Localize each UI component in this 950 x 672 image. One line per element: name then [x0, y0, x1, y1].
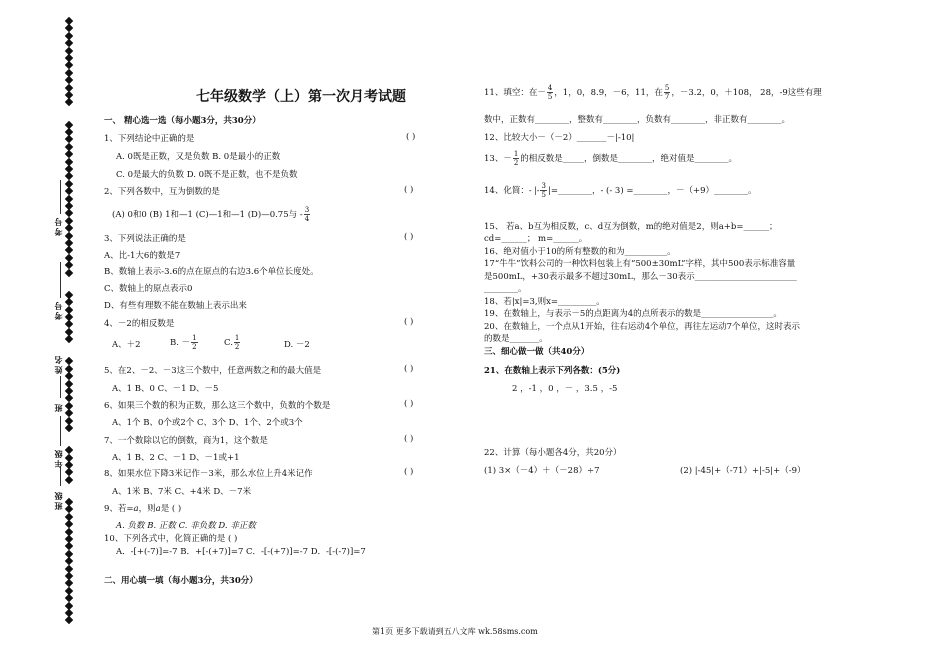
denominator: 2 [513, 159, 519, 167]
denominator: 2 [192, 343, 197, 351]
binding-label-banji: 班级 [53, 490, 63, 510]
binding-rail [64, 18, 78, 630]
binding-line [60, 180, 61, 214]
question-15-line2: cd=______； m=______。 [484, 234, 588, 244]
question-18: 18、若|x|=3,则x=_________。 [484, 297, 605, 307]
rail-diamond [65, 98, 73, 106]
fraction [547, 84, 553, 101]
question-10: 10、下列各式中，化简正确的是 ( ) [104, 534, 238, 544]
question-7: 7、一个数除以它的倒数，商为1，这个数是 [104, 436, 268, 446]
question-14 [484, 182, 757, 199]
section-heading-3: 三、细心做一做（共40分） [484, 347, 590, 357]
denominator: 2 [234, 343, 240, 351]
rail-diamond [65, 616, 73, 624]
question-1: 1、下列结论中正确的是 [104, 134, 195, 144]
numerator: 4 [547, 84, 553, 92]
q4-option-b [170, 334, 199, 351]
q7-options: A、1 B、2 C、－1 D、－1或+1 [112, 453, 240, 463]
q9-options: A. 负数 B. 正数 C. 非负数 D. 非正数 [116, 521, 256, 531]
fraction [664, 84, 670, 101]
question-17-line2: 是500mL，+30表示最多不超过30mL，那么－30表示________________________ [484, 272, 797, 282]
q4-option-c [224, 334, 241, 351]
fraction [234, 334, 240, 351]
section-heading-1: 一、 精心选一选（每小题3分，共30分） [104, 116, 261, 126]
rail-diamond [65, 268, 73, 276]
question-20-line1: 20、在数轴上，一个点从1开始，往右运动4个单位，再往左运动7个单位，这时表示 [484, 322, 801, 332]
answer-paren: ( ) [404, 317, 414, 327]
answer-paren: ( ) [404, 364, 414, 374]
q9-text: ，则 [138, 504, 156, 514]
q14-text: 14、化简： [484, 186, 529, 196]
answer-paren: ( ) [404, 399, 414, 409]
question-15-line1: 15、 若a、b互为相反数，c、d互为倒数，m的绝对值是2，则a+b=______； [484, 222, 778, 232]
binding-line [60, 262, 61, 298]
q13-text: 13、－ [484, 154, 512, 164]
answer-paren: ( ) [406, 132, 416, 142]
question-8: 8、如果水位下降3米记作－3米，那么水位上升4米记作 [104, 469, 313, 479]
q4-option-d: D. －2 [284, 340, 310, 350]
q14-text: - (- 3) =________，－（+9）________。 [600, 186, 757, 196]
q11-text: ，1，0，8.9，－6，11，在 [554, 88, 663, 98]
question-17-line1: 17“牛牛”饮料公司的一种饮料包装上有“500±30mL”字样，其中500表示标准容量 [484, 259, 796, 269]
q9-text: 是 ( ) [160, 504, 182, 514]
question-5: 5、在2、－2、－3这三个数中，任意两数之和的最大值是 [104, 366, 322, 376]
q5-options: A、1 B、0 C、－1 D、－5 [112, 384, 219, 394]
rail-diamond [65, 335, 73, 343]
question-16: 16、绝对值小于10的所有整数的和为__________。 [484, 247, 676, 257]
answer-paren: ( ) [404, 434, 414, 444]
q9-var: a [133, 504, 139, 514]
binding-line [60, 466, 61, 486]
numerator: 5 [664, 84, 670, 92]
denominator: 7 [664, 93, 670, 101]
q13-text: 的相反数是_____，倒数是________，绝对值是________。 [520, 154, 738, 164]
answer-paren: ( ) [404, 467, 414, 477]
numerator: 1 [192, 334, 197, 342]
fraction [304, 206, 310, 223]
question-12: 12、比较大小－（－2）_______－|-10| [484, 133, 635, 143]
numerator: 1 [513, 150, 519, 158]
binding-label-ban: 班 [53, 402, 63, 412]
q6-options: A、1个 B、0个或2个 C、3个 D、1个、2个或3个 [112, 418, 303, 428]
binding-label-kaohao: 考号 [53, 216, 63, 236]
answer-paren: ( ) [404, 185, 414, 195]
q3-option-c: C、数轴上的原点表示0 [104, 284, 193, 294]
numerator: 3 [304, 206, 310, 214]
numerator: 1 [234, 334, 240, 342]
question-19: 19、在数轴上，与表示－5的点距离为4的点所表示的数是_________________。 [484, 309, 782, 319]
question-11 [484, 84, 822, 101]
answer-paren: ( ) [404, 232, 414, 242]
rail-diamond [65, 424, 73, 432]
q11-line2: 数中，正数有________，整数有________，负数有________，非正数有________。 [484, 115, 791, 125]
page-title: 七年级数学（上）第一次月考试题 [196, 89, 406, 105]
binding-line [60, 376, 61, 398]
denominator: 4 [304, 215, 310, 223]
fraction [513, 150, 519, 167]
question-6: 6、如果三个数的积为正数，那么这三个数中，负数的个数是 [104, 401, 331, 411]
question-20-line2: 的数是_______。 [484, 334, 548, 344]
question-22: 22、计算（每小题各4分，共20分） [484, 448, 622, 458]
q1-options-ab: A. 0既是正数，又是负数 B. 0是最小的正数 [116, 152, 281, 162]
q3-option-b: B、数轴上表示-3.6的点在原点的右边3.6个单位长度处。 [104, 267, 319, 277]
q21-numbers: 2 ，-1 ，0 ，－ ，3.5 ，-5 [512, 384, 618, 394]
q2-options-text: (A) 0和0 (B) 1和—1 (C)—1和—1 (D)—0.75与 - [112, 210, 303, 220]
binding-label-xingming: 姓名 [53, 354, 63, 374]
page-footer: 第1页 更多下载请到五八文库 wk.58sms.com [372, 627, 538, 636]
denominator: 5 [547, 93, 553, 101]
q11-text: ，－3.2，0，＋108， 28，-9这些有理 [671, 88, 822, 98]
q4-option-c-text: C. [224, 338, 233, 348]
q22-part1: (1) 3×（－4）＋（－28）÷7 [484, 466, 600, 476]
question-17-line3: ________。 [484, 284, 527, 294]
q3-option-d: D、有些有理数不能在数轴上表示出来 [104, 301, 247, 311]
question-9 [104, 502, 181, 514]
question-4: 4、－2的相反数是 [104, 319, 175, 329]
q2-options [112, 206, 311, 223]
numerator: 3 [541, 182, 546, 190]
q22-part2: (2) |-45|+（-71）+|-5|+（-9） [680, 466, 806, 476]
binding-label-nianji: 年级 [53, 448, 63, 468]
section-heading-2: 二、用心填一填（每小题3分，共30分） [104, 576, 258, 586]
q8-options: A、1米 B、7米 C、+4米 D、－7米 [112, 487, 252, 497]
q1-options-cd: C. 0是最大的负数 D. 0既不是正数，也不是负数 [116, 170, 298, 180]
q14-expr: - |- [528, 186, 540, 195]
denominator: 5 [541, 191, 546, 199]
q9-var: a [155, 504, 161, 514]
question-2: 2、下列各数中，互为倒数的是 [104, 187, 220, 197]
q4-option-b-text: B. － [170, 338, 191, 348]
fraction [191, 334, 197, 351]
q3-option-a: A、比-1大6的数是7 [104, 251, 181, 261]
q9-text: 9、若= [104, 504, 134, 514]
q14-text: |=________， [547, 186, 601, 196]
question-13 [484, 150, 737, 167]
fraction [540, 182, 546, 199]
q11-text: 11、填空：在－ [484, 88, 546, 98]
q4-option-a: A、＋2 [112, 340, 141, 350]
q10-options: A．-[+(-7)]=-7 B．+[-(+7)]=7 C．-[-(+7)]=-7 D．-[-(-7)]=7 [116, 547, 366, 557]
question-3: 3、下列说法正确的是 [104, 234, 186, 244]
question-21: 21、在数轴上表示下列各数：(5分) [484, 366, 621, 376]
rail-diamond [65, 476, 73, 484]
binding-line [60, 416, 61, 446]
binding-label-kaohao-2: 考号 [53, 300, 63, 320]
